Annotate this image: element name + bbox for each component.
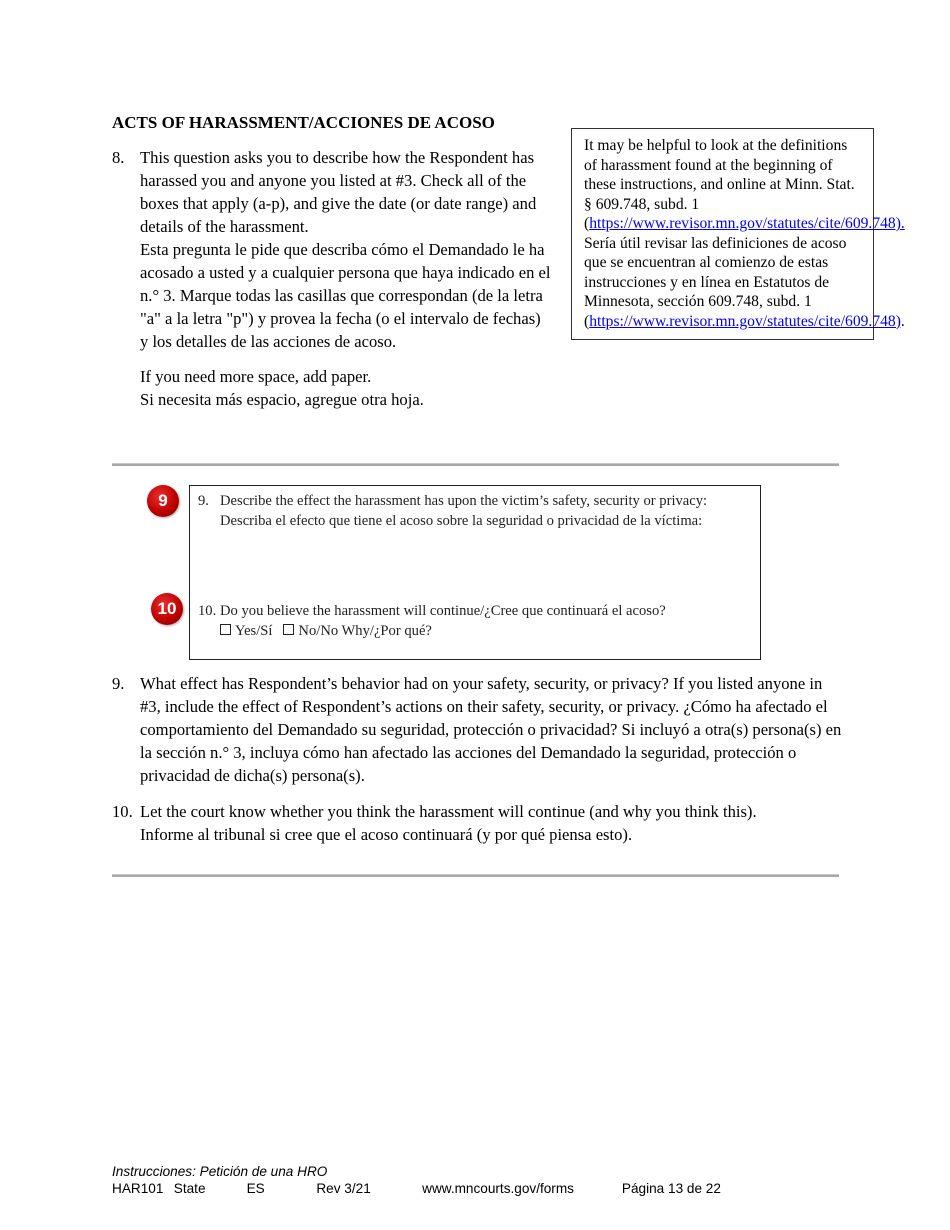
note-english (584, 136, 905, 234)
more-space-english: If you need more space, add paper. (140, 367, 372, 386)
step-badge-10: 10 (151, 593, 183, 625)
question-10-spanish: Informe al tribunal si cree que el acoso continuará (y por qué piensa esto). (140, 825, 633, 844)
footer-form-id: HAR101 (112, 1181, 164, 1196)
footer-page-number: Página 13 de 22 (621, 1181, 721, 1196)
question-number: 9. (112, 674, 125, 693)
divider (112, 463, 839, 466)
form-item-9 (198, 491, 707, 531)
question-10 (112, 800, 842, 846)
form-item-number: 10. (198, 603, 217, 619)
divider (112, 874, 839, 877)
question-9-spanish: ¿Cómo ha afectado el comportamiento del Demandado su seguridad, protección o privacidad? Si incluyó a otra(s) persona(s) en la sección n.° 3, incluya cómo han afectado las acciones del Demandado la seguridad, protección o privacidad de dicha(s) persona(s). (140, 697, 842, 785)
statute-link-spanish[interactable]: https://www.revisor.mn.gov/statutes/cite/609.748) (589, 312, 901, 330)
footer-jurisdiction: State (173, 1181, 206, 1196)
definitions-note-box (571, 128, 905, 340)
footer-title: Instrucciones: Petición de una HRO (112, 1164, 328, 1179)
question-8 (112, 146, 552, 411)
question-9 (112, 672, 842, 787)
note-spanish (584, 234, 905, 332)
checkbox-icon (283, 624, 294, 635)
footer-revision: Rev 3/21 (316, 1181, 371, 1196)
question-8-spanish: Esta pregunta le pide que describa cómo el Demandado le ha acosado a usted y a cualquier persona que haya indicado en el n.° 3. Marque todas las casillas que correspondan (de la letra "a" a la letra "p") y provea la fecha (o el intervalo de fechas) y los detalles de las acciones de acoso. (140, 240, 551, 351)
yes-option-label: Yes/Sí (235, 623, 273, 639)
form-item-10-question: Do you believe the harassment will continue/¿Cree que continuará el acoso? (220, 603, 666, 619)
question-8-english: This question asks you to describe how the Respondent has harassed you and anyone you listed at #3. Check all of the boxes that apply (a-p), and give the date (or date range) and details of the harassment. (140, 148, 537, 236)
section-heading: ACTS OF HARASSMENT/ACCIONES DE ACOSO (112, 113, 495, 132)
form-excerpt-image (189, 485, 761, 660)
footer-url: www.mncourts.gov/forms (422, 1181, 574, 1196)
statute-link-english[interactable]: https://www.revisor.mn.gov/statutes/cite/609.748). (589, 215, 905, 232)
form-item-9-spanish: Describa el efecto que tiene el acoso sobre la seguridad o privacidad de la víctima: (220, 513, 703, 529)
page-footer (112, 1163, 721, 1197)
question-9-english: What effect has Respondent’s behavior had on your safety, security, or privacy? If you listed anyone in #3, include the effect of Respondent’s actions on their safety, security, or privacy. (140, 674, 823, 716)
note-spanish-tail: . (900, 312, 905, 330)
form-item-10 (198, 601, 666, 641)
question-10-english: Let the court know whether you think the harassment will continue (and why you think this). (140, 802, 757, 821)
more-space-spanish: Si necesita más espacio, agregue otra hoja. (140, 390, 424, 409)
checkbox-icon (220, 624, 231, 635)
footer-language: ES (246, 1181, 265, 1196)
form-item-9-english: Describe the effect the harassment has upon the victim’s safety, security or privacy: (220, 493, 708, 509)
step-badge-9: 9 (147, 485, 179, 517)
form-item-number: 9. (198, 493, 209, 509)
no-option-label: No/No Why/¿Por qué? (298, 623, 432, 639)
note-spanish-text: Sería útil revisar las definiciones de acoso que se encuentran al comienzo de estas instrucciones y en línea en Estatutos de Minnesota, sección 609.748, subd. 1 ( (584, 234, 847, 330)
note-english-text: It may be helpful to look at the definitions of harassment found at the beginning of these instructions, and online at Minn. Stat. § 609.748, subd. 1 ( (584, 137, 855, 232)
question-number: 10. (112, 802, 133, 821)
question-number: 8. (112, 148, 125, 167)
